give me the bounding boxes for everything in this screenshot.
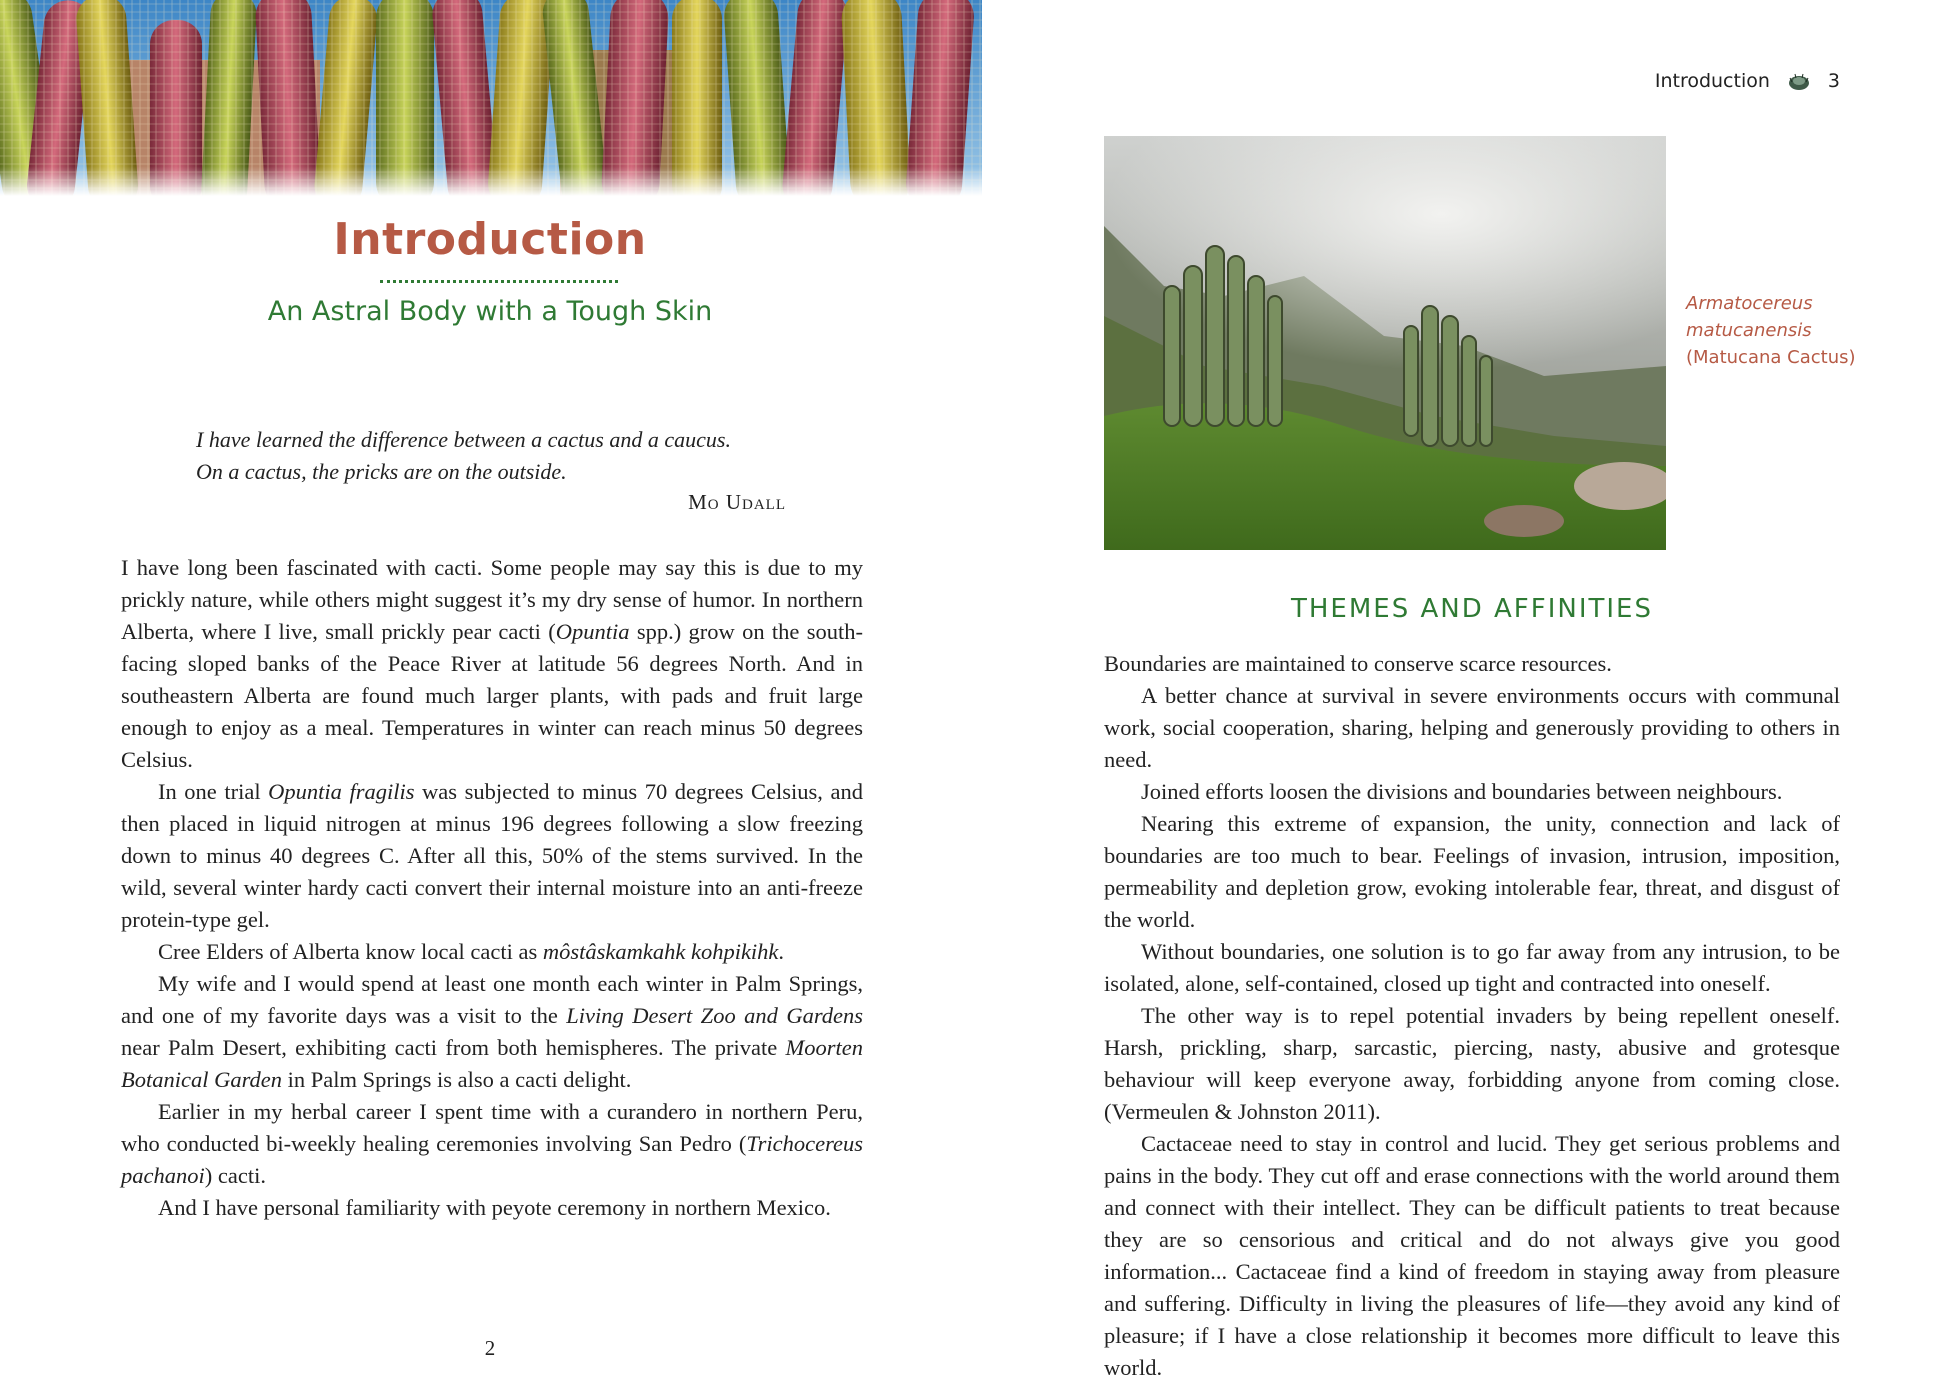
body-paragraph: A better chance at survival in severe environments occurs with communal work, social cooperation, sharing, helping and generously providing to others in need. — [1104, 683, 1840, 772]
left-body-text — [121, 552, 863, 1224]
caption-scientific-name: Armatocereus — [1686, 293, 1813, 314]
caption-common-name: (Matucana Cactus) — [1686, 347, 1856, 368]
matucana-cactus-photo — [1104, 136, 1666, 550]
epigraph-attribution: Mo Udall — [688, 490, 786, 514]
body-paragraph: My wife and I would spend at least one month each winter in Palm Springs, and one of my favorite days was a visit to the Living Desert Zoo and Gardens near Palm Desert, exhibiting cacti from both hemispheres. The private Moorten Botanical Garden in Palm Springs is also a cacti delight. — [121, 971, 863, 1092]
chapter-subtitle: An Astral Body with a Tough Skin — [267, 296, 713, 327]
body-paragraph: Without boundaries, one solution is to go far away from any intrusion, to be isolated, alone, self-contained, closed up tight and contracted into oneself. — [1104, 939, 1840, 996]
right-body-text — [1104, 648, 1840, 1384]
epigraph — [196, 424, 796, 488]
body-paragraph: Cree Elders of Alberta know local cacti as môstâskamkahk kohpikihk. — [158, 939, 785, 964]
body-paragraph: In one trial Opuntia fragilis was subjected to minus 70 degrees Celsius, and then placed in liquid nitrogen at minus 196 degrees following a slow freezing down to minus 40 degrees C. After all this, 50% of the stems survived. In the wild, several winter hardy cacti convert their internal moisture into an anti-freeze protein-type gel. — [121, 779, 863, 932]
body-paragraph: I have long been fascinated with cacti. Some people may say this is due to my prickly nature, while others might suggest it’s my dry sense of humor. In northern Alberta, where I live, small prickly pear cacti (Opuntia spp.) grow on the south-facing sloped banks of the Peace River at latitude 56 degrees North. And in southeastern Alberta are found much larger plants, with pads and fruit large enough to enjoy as a meal. Temperatures in winter can reach minus 50 degrees Celsius. — [121, 555, 863, 772]
page-number: 2 — [484, 1336, 496, 1360]
cactus-landscape-image — [1104, 136, 1666, 550]
running-head — [1655, 70, 1840, 92]
body-paragraph: Boundaries are maintained to conserve scarce resources. — [1104, 651, 1612, 676]
section-heading: THEMES AND AFFINITIES — [1291, 594, 1653, 624]
running-head-title: Introduction — [1654, 70, 1770, 92]
photo-caption — [1686, 290, 1926, 371]
body-paragraph: Nearing this extreme of expansion, the unity, connection and lack of boundaries are too much to bear. Feelings of invasion, intrusion, imposition, permeability and depletion grow, evoking intolerable fear, threat, and disgust of the world. — [1104, 811, 1840, 932]
title-divider — [380, 280, 618, 283]
page-number: 3 — [1827, 70, 1840, 92]
epigraph-line: On a cactus, the pricks are on the outside. — [196, 459, 567, 484]
body-paragraph: The other way is to repel potential invaders by being repellent oneself. Harsh, prickling, sharp, sarcastic, piercing, nasty, abusive and grotesque behaviour will keep everyone away, forbidding anyone from coming close. (Vermeulen & Johnston 2011). — [1104, 1003, 1840, 1124]
epigraph-line: I have learned the difference between a cactus and a caucus. — [196, 427, 731, 452]
body-paragraph: Joined efforts loosen the divisions and boundaries between neighbours. — [1141, 779, 1783, 804]
cactus-columns-image — [0, 0, 982, 196]
body-paragraph: Earlier in my herbal career I spent time with a curandero in northern Peru, who conducted bi-weekly healing ceremonies involving San Pedro (Trichocereus pachanoi) cacti. — [121, 1099, 863, 1188]
cactus-header-photo — [0, 0, 982, 196]
caption-scientific-name: matucanensis — [1686, 320, 1812, 341]
body-paragraph: Cactaceae need to stay in control and lucid. They get serious problems and pains in the body. They cut off and erase connections with the world around them and connect with their intellect. They can be difficult patients to treat because they are so censorious and critical and do not always give you good information... Cactaceae find a kind of freedom in staying away from pleasure and suffering. Difficulty in living the pleasures of life—they avoid any kind of pleasure; if I have a close relationship it becomes more difficult to leave this world. — [1104, 1131, 1840, 1380]
chapter-title: Introduction — [333, 214, 647, 265]
cactus-ornament-icon — [1788, 72, 1810, 90]
body-paragraph: And I have personal familiarity with peyote ceremony in northern Mexico. — [158, 1195, 831, 1220]
